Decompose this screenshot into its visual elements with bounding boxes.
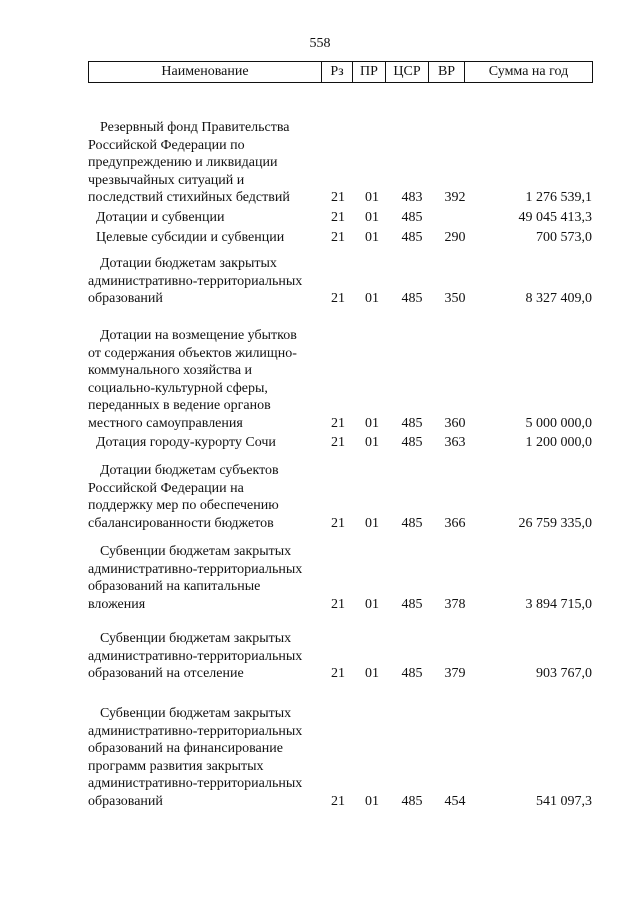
table-row (0, 462, 640, 532)
row-pr: 01 (365, 435, 379, 450)
row-name-line: последствий стихийных бедствий (88, 190, 290, 205)
row-name-line: чрезвычайных ситуаций и (88, 172, 245, 188)
row-name-line: социально-культурной сферы, (88, 380, 268, 396)
row-name (88, 434, 324, 452)
row-name-line: Российской Федерации по (88, 137, 245, 153)
header-rz: Рз (322, 62, 353, 83)
row-name (88, 209, 324, 227)
row-name-line: Субвенции бюджетам закрытых (100, 631, 292, 646)
row-csr: 485 (401, 666, 423, 681)
header-csr: ЦСР (386, 62, 429, 83)
row-rz: 21 (331, 435, 345, 450)
table-row (0, 209, 640, 227)
row-vr: 360 (444, 415, 466, 431)
row-name (88, 327, 324, 432)
row-name-line: поддержку мер по обеспечению (88, 498, 279, 513)
table-header (88, 61, 593, 83)
table-row (0, 705, 640, 810)
row-name (88, 119, 324, 207)
row-name-line: предупреждению и ликвидации (88, 155, 278, 170)
row-sum: 5 000 000,0 (525, 415, 592, 431)
row-rz: 21 (331, 190, 345, 205)
row-vr: 350 (444, 291, 466, 306)
row-pr: 01 (365, 415, 379, 431)
row-rz: 21 (331, 415, 345, 431)
row-sum: 1 276 539,1 (525, 190, 592, 205)
table-row (0, 255, 640, 308)
header-pr: ПР (353, 62, 386, 83)
row-vr: 363 (444, 435, 466, 450)
row-rz: 21 (331, 666, 345, 681)
row-name-line: Дотации бюджетам субъектов (100, 463, 279, 478)
table-row (0, 543, 640, 613)
row-name (88, 255, 324, 308)
row-name-line: образований на отселение (88, 666, 244, 681)
row-sum: 3 894 715,0 (525, 596, 592, 612)
row-name-line: образований (88, 793, 163, 809)
row-csr: 485 (401, 210, 423, 225)
row-sum: 26 759 335,0 (518, 515, 592, 531)
row-name-line: административно-территориальных (88, 273, 303, 289)
row-vr: 454 (444, 793, 466, 809)
row-name-line: административно-территориальных (88, 561, 303, 577)
row-name-line: Целевые субсидии и субвенции (96, 230, 285, 245)
row-name-line: Дотации бюджетам закрытых (100, 256, 277, 271)
row-name-line: коммунального хозяйства и (88, 363, 253, 378)
row-sum: 8 327 409,0 (525, 291, 592, 306)
row-csr: 485 (401, 515, 423, 531)
page-number: 558 (309, 36, 331, 51)
row-rz: 21 (331, 515, 345, 531)
row-vr: 366 (444, 515, 466, 531)
row-vr: 379 (444, 666, 466, 681)
row-name-line: Субвенции бюджетам закрытых (100, 706, 292, 721)
row-rz: 21 (331, 596, 345, 612)
row-name (88, 229, 324, 247)
row-name-line: сбалансированности бюджетов (88, 515, 274, 531)
row-csr: 485 (401, 230, 423, 245)
row-name-line: местного самоуправления (88, 415, 243, 431)
row-rz: 21 (331, 210, 345, 225)
table-row (0, 327, 640, 432)
row-name (88, 630, 324, 683)
row-sum: 541 097,3 (536, 793, 592, 809)
row-name (88, 462, 324, 532)
table-row (0, 229, 640, 247)
row-csr: 485 (401, 793, 423, 809)
row-pr: 01 (365, 230, 379, 245)
row-name-line: Дотации и субвенции (96, 210, 225, 225)
row-rz: 21 (331, 230, 345, 245)
row-name-line: образований на финансирование (88, 741, 283, 756)
row-rz: 21 (331, 291, 345, 306)
row-pr: 01 (365, 666, 379, 681)
row-name-line: переданных в ведение органов (88, 398, 271, 413)
row-name-line: административно-территориальных (88, 776, 303, 791)
row-csr: 483 (401, 190, 423, 205)
row-rz: 21 (331, 793, 345, 809)
row-sum: 700 573,0 (536, 230, 592, 245)
row-name-line: Субвенции бюджетам закрытых (100, 544, 292, 559)
row-csr: 485 (401, 415, 423, 431)
row-csr: 485 (401, 596, 423, 612)
row-sum: 49 045 413,3 (518, 210, 592, 225)
row-name-line: от содержания объектов жилищно- (88, 345, 297, 361)
row-pr: 01 (365, 210, 379, 225)
table-row (0, 434, 640, 452)
row-sum: 903 767,0 (536, 666, 592, 681)
row-name-line: вложения (88, 596, 146, 612)
header-vr: ВР (429, 62, 465, 83)
header-sum: Сумма на год (465, 62, 593, 83)
header-name: Наименование (89, 62, 322, 83)
row-name-line: административно-территориальных (88, 723, 303, 739)
row-vr: 378 (444, 596, 466, 612)
row-name-line: программ развития закрытых (88, 758, 264, 774)
row-name-line: Дотации на возмещение убытков (100, 328, 297, 343)
row-name-line: Российской Федерации на (88, 480, 244, 496)
table-row (0, 630, 640, 683)
row-name-line: образований (88, 291, 163, 306)
row-vr: 392 (444, 190, 466, 205)
table-row (0, 119, 640, 207)
row-vr: 290 (444, 230, 466, 245)
row-pr: 01 (365, 291, 379, 306)
row-name (88, 705, 324, 810)
row-name-line: административно-территориальных (88, 648, 303, 664)
row-csr: 485 (401, 435, 423, 450)
row-pr: 01 (365, 515, 379, 531)
row-sum: 1 200 000,0 (525, 435, 592, 450)
row-csr: 485 (401, 291, 423, 306)
row-pr: 01 (365, 596, 379, 612)
row-name (88, 543, 324, 613)
row-name-line: Дотация городу-курорту Сочи (96, 435, 276, 450)
row-pr: 01 (365, 190, 379, 205)
row-name-line: образований на капитальные (88, 579, 261, 594)
row-pr: 01 (365, 793, 379, 809)
row-name-line: Резервный фонд Правительства (100, 120, 290, 135)
